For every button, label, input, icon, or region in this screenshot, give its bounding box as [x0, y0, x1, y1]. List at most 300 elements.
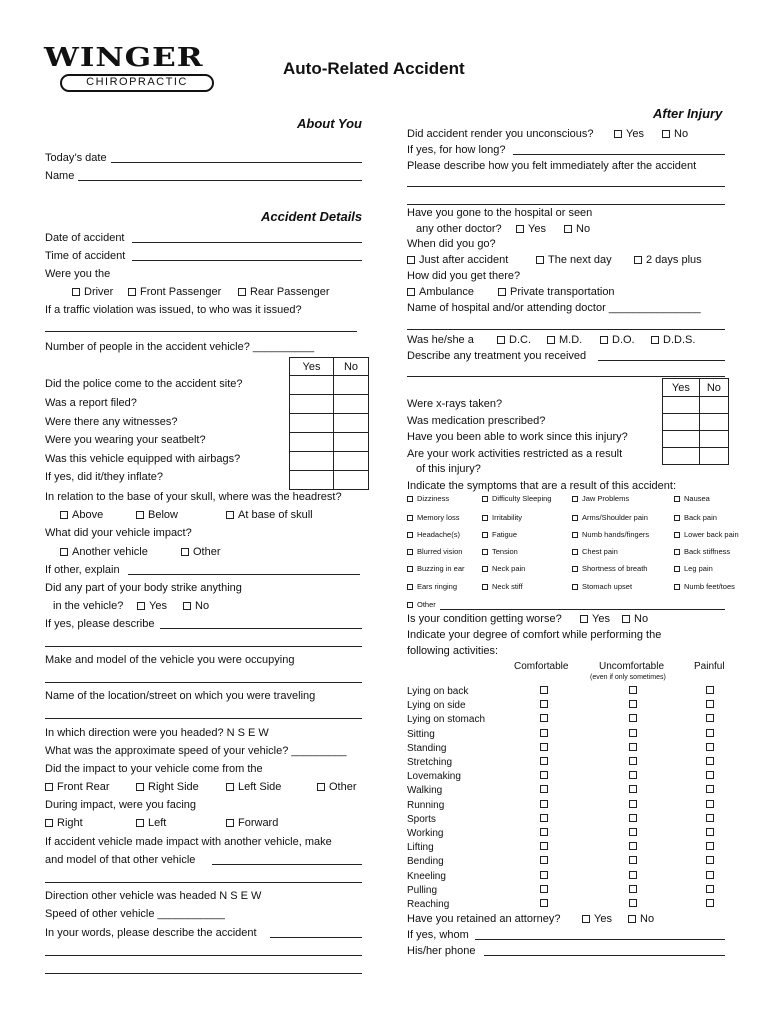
todays-date-field[interactable]	[111, 162, 362, 163]
front-passenger-label: Front Passenger	[140, 286, 222, 298]
dds-checkbox[interactable]	[651, 336, 659, 344]
activity-label: Sitting	[407, 728, 435, 740]
unconscious-no-checkbox[interactable]	[662, 130, 670, 138]
other-side-checkbox[interactable]	[317, 783, 325, 791]
above-checkbox[interactable]	[60, 511, 68, 519]
uncomfortable-checkbox[interactable]	[629, 700, 637, 708]
grid-cell[interactable]	[663, 414, 700, 431]
attorney-no-label: No	[640, 913, 655, 925]
comfortable-checkbox[interactable]	[540, 871, 548, 879]
ambulance-checkbox[interactable]	[407, 288, 415, 296]
symptom-option[interactable]	[674, 513, 717, 523]
driver-label: Driver	[84, 286, 114, 298]
symptom-option[interactable]	[674, 582, 735, 592]
symptom-checkbox[interactable]	[674, 532, 680, 538]
activity-label: Lying on side	[407, 700, 466, 712]
uncomfortable-checkbox[interactable]	[629, 856, 637, 864]
below-checkbox[interactable]	[136, 511, 144, 519]
time-accident-field[interactable]	[132, 260, 362, 261]
how-long-label: If yes, for how long?	[407, 144, 506, 156]
painful-checkbox[interactable]	[706, 771, 714, 779]
uncomfortable-checkbox[interactable]	[629, 885, 637, 893]
symptom-option[interactable]	[407, 564, 465, 574]
painful-checkbox[interactable]	[706, 814, 714, 822]
grid-cell[interactable]	[290, 433, 334, 452]
comfortable-checkbox[interactable]	[540, 885, 548, 893]
traffic-violation-label: If a traffic violation was issued, to who was it issued?	[45, 304, 302, 316]
medication-question: Was medication prescribed?	[407, 415, 546, 427]
right-option[interactable]	[45, 817, 83, 830]
treatment-field-2[interactable]	[407, 376, 725, 377]
uncomfortable-checkbox[interactable]	[629, 757, 637, 765]
symptom-option[interactable]	[482, 564, 525, 574]
what-impact-label: What did your vehicle impact?	[45, 527, 192, 539]
work-question: Have you been able to work since this injury?	[407, 431, 628, 443]
symptom-option[interactable]	[674, 547, 730, 557]
symptom-other-label: Other	[417, 600, 436, 609]
just-after-checkbox[interactable]	[407, 256, 415, 264]
symptom-checkbox[interactable]	[674, 584, 680, 590]
painful-checkbox[interactable]	[706, 828, 714, 836]
private-option[interactable]	[498, 286, 615, 299]
describe-strike-label: If yes, please describe	[45, 618, 155, 630]
symptom-checkbox[interactable]	[407, 515, 413, 521]
symptom-other-field[interactable]	[440, 609, 725, 610]
next-day-label: The next day	[548, 254, 612, 266]
hospital-name-field[interactable]	[407, 329, 725, 330]
left-label: Left	[148, 817, 167, 829]
symptom-label: Fatigue	[492, 530, 518, 539]
strike-yes-label: Yes	[149, 600, 167, 612]
front-passenger-option[interactable]	[128, 286, 221, 299]
whom-label: If yes, whom	[407, 929, 469, 941]
symptom-checkbox[interactable]	[572, 515, 578, 521]
after-yes-no-grid	[662, 378, 729, 465]
symptom-label: Blurred vision	[417, 547, 463, 556]
describe-felt-label: Please describe how you felt immediately after the accident	[407, 160, 697, 172]
grid-cell[interactable]	[699, 431, 728, 448]
symptom-checkbox[interactable]	[674, 549, 680, 555]
dc-option[interactable]	[497, 334, 531, 347]
worse-no-checkbox[interactable]	[622, 615, 630, 623]
comfortable-checkbox[interactable]	[540, 771, 548, 779]
grid-cell[interactable]	[290, 471, 334, 490]
direction-label: In which direction were you headed? N S E W	[45, 727, 269, 739]
two-days-checkbox[interactable]	[634, 256, 642, 264]
another-vehicle-option[interactable]	[60, 546, 148, 559]
grid-cell[interactable]	[334, 452, 369, 471]
date-accident-field[interactable]	[132, 242, 362, 243]
symptom-checkbox[interactable]	[482, 515, 488, 521]
uncomfortable-checkbox[interactable]	[629, 729, 637, 737]
symptom-checkbox[interactable]	[674, 566, 680, 572]
symptom-label: Stomach upset	[582, 582, 633, 591]
at-base-checkbox[interactable]	[226, 511, 234, 519]
symptom-checkbox[interactable]	[482, 566, 488, 572]
forward-option[interactable]	[226, 817, 278, 830]
when-label: When did you go?	[407, 238, 496, 250]
symptom-option[interactable]	[674, 530, 739, 540]
symptom-option[interactable]	[407, 530, 460, 540]
restricted-question: Are your work activities restricted as a result	[407, 448, 623, 460]
symptom-label: Arms/Shoulder pain	[582, 513, 648, 522]
hospital-label-2: any other doctor?	[416, 223, 502, 235]
comfortable-checkbox[interactable]	[540, 842, 548, 850]
comfortable-checkbox[interactable]	[540, 686, 548, 694]
grid-cell[interactable]	[334, 471, 369, 490]
two-days-option[interactable]	[634, 254, 702, 267]
page-title: Auto-Related Accident	[283, 59, 465, 78]
logo-wordmark: WINGER	[44, 42, 204, 73]
symptom-option[interactable]	[407, 547, 462, 557]
painful-checkbox[interactable]	[706, 899, 714, 907]
attorney-yes-option[interactable]	[582, 913, 612, 926]
strike-yes-checkbox[interactable]	[137, 602, 145, 610]
attorney-no-checkbox[interactable]	[628, 915, 636, 923]
painful-checkbox[interactable]	[706, 700, 714, 708]
grid-cell[interactable]	[334, 376, 369, 395]
symptom-checkbox[interactable]	[482, 532, 488, 538]
symptom-label: Difficulty Sleeping	[492, 494, 552, 503]
activity-label: Sports	[407, 813, 436, 825]
grid-cell[interactable]	[663, 397, 700, 414]
name-field[interactable]	[78, 180, 362, 181]
location-label: Name of the location/street on which you were traveling	[45, 690, 316, 702]
symptom-label: Tension	[492, 547, 518, 556]
symptom-checkbox[interactable]	[407, 584, 413, 590]
symptom-checkbox[interactable]	[407, 549, 413, 555]
whom-field[interactable]	[475, 939, 725, 940]
yes-header: Yes	[663, 379, 700, 397]
symptom-checkbox[interactable]	[674, 496, 680, 502]
symptom-checkbox[interactable]	[572, 496, 578, 502]
no-header: No	[699, 379, 728, 397]
symptom-option[interactable]	[482, 547, 518, 557]
front-passenger-checkbox[interactable]	[128, 288, 136, 296]
left-checkbox[interactable]	[136, 819, 144, 827]
do-checkbox[interactable]	[600, 336, 608, 344]
rear-passenger-option[interactable]	[238, 286, 330, 299]
location-field[interactable]	[45, 718, 362, 719]
how-get-label: How did you get there?	[407, 270, 521, 282]
grid-cell[interactable]	[290, 452, 334, 471]
next-day-checkbox[interactable]	[536, 256, 544, 264]
inflate-question: If yes, did it/they inflate?	[45, 471, 164, 483]
below-label: Below	[148, 509, 178, 521]
comfortable-checkbox[interactable]	[540, 714, 548, 722]
other-side-option[interactable]	[317, 781, 357, 794]
painful-checkbox[interactable]	[706, 885, 714, 893]
other-impact-label: Other	[193, 546, 221, 558]
grid-cell[interactable]	[699, 414, 728, 431]
symptom-option[interactable]	[572, 513, 648, 523]
grid-cell[interactable]	[663, 431, 700, 448]
uncomfortable-checkbox[interactable]	[629, 814, 637, 822]
grid-cell[interactable]	[290, 395, 334, 414]
treatment-label: Describe any treatment you received	[407, 350, 587, 362]
after-heading: After Injury	[653, 106, 723, 121]
symptom-checkbox[interactable]	[482, 549, 488, 555]
another-vehicle-checkbox[interactable]	[60, 548, 68, 556]
symptom-option[interactable]	[482, 582, 523, 592]
your-words-field[interactable]	[270, 937, 362, 938]
your-words-field-2[interactable]	[45, 955, 362, 956]
symptom-label: Headache(s)	[417, 530, 460, 539]
describe-strike-field-2[interactable]	[45, 646, 362, 647]
dds-option[interactable]	[651, 334, 695, 347]
at-base-label: At base of skull	[238, 509, 313, 521]
hospital-yes-checkbox[interactable]	[516, 225, 524, 233]
comfortable-checkbox[interactable]	[540, 828, 548, 836]
symptom-checkbox[interactable]	[572, 532, 578, 538]
worse-no-option[interactable]	[622, 613, 648, 626]
uncomfortable-checkbox[interactable]	[629, 771, 637, 779]
dds-label: D.D.S.	[663, 334, 696, 346]
painful-checkbox[interactable]	[706, 714, 714, 722]
grid-cell[interactable]	[290, 376, 334, 395]
symptom-option[interactable]	[572, 582, 632, 592]
just-after-label: Just after accident	[419, 254, 509, 266]
front-rear-checkbox[interactable]	[45, 783, 53, 791]
hospital-no-checkbox[interactable]	[564, 225, 572, 233]
grid-cell[interactable]	[290, 414, 334, 433]
symptom-label: Irritability	[492, 513, 523, 522]
grid-cell[interactable]	[699, 448, 728, 465]
driver-checkbox[interactable]	[72, 288, 80, 296]
symptom-checkbox[interactable]	[482, 496, 488, 502]
right-checkbox[interactable]	[45, 819, 53, 827]
grid-cell[interactable]	[334, 433, 369, 452]
symptom-option[interactable]	[482, 513, 522, 523]
right-side-checkbox[interactable]	[136, 783, 144, 791]
unconscious-yes-label: Yes	[626, 128, 644, 140]
grid-cell[interactable]	[699, 397, 728, 414]
activity-label: Lifting	[407, 842, 434, 854]
forward-checkbox[interactable]	[226, 819, 234, 827]
symptom-other-option[interactable]	[407, 600, 436, 610]
attorney-yes-label: Yes	[594, 913, 612, 925]
symptom-label: Numb feet/toes	[684, 582, 735, 591]
uncomfortable-checkbox[interactable]	[629, 785, 637, 793]
symptom-label: Neck stiff	[492, 582, 523, 591]
other-vehicle-label: If accident vehicle made impact with another vehicle, make	[45, 836, 332, 848]
above-option[interactable]	[60, 509, 103, 522]
activity-label: Bending	[407, 856, 444, 868]
activity-label: Working	[407, 828, 444, 839]
strike-no-label: No	[195, 600, 210, 612]
worse-yes-option[interactable]	[580, 613, 610, 626]
symptom-label: Shortness of breath	[582, 564, 648, 573]
do-option[interactable]	[600, 334, 635, 347]
comfortable-checkbox[interactable]	[540, 757, 548, 765]
describe-felt-field-2[interactable]	[407, 204, 725, 205]
name-label: Name	[45, 170, 75, 182]
activity-label: Reaching	[407, 899, 450, 910]
report-question: Was a report filed?	[45, 397, 137, 409]
comfortable-checkbox[interactable]	[540, 814, 548, 822]
uncomfortable-checkbox[interactable]	[629, 714, 637, 722]
symptom-label: Nausea	[684, 494, 710, 503]
accident-yes-no-grid	[289, 357, 369, 490]
headrest-question: In relation to the base of your skull, where was the headrest?	[45, 491, 342, 503]
private-checkbox[interactable]	[498, 288, 506, 296]
left-option[interactable]	[136, 817, 166, 830]
symptom-checkbox[interactable]	[674, 515, 680, 521]
ambulance-label: Ambulance	[419, 286, 475, 298]
painful-checkbox[interactable]	[706, 800, 714, 808]
unconscious-yes-checkbox[interactable]	[614, 130, 622, 138]
num-people-label: Number of people in the accident vehicle? __________	[45, 341, 315, 353]
just-after-option[interactable]	[407, 254, 508, 267]
even-if-note: (even if only sometimes)	[590, 674, 666, 681]
right-side-option[interactable]	[136, 781, 199, 794]
describe-strike-field[interactable]	[160, 628, 362, 629]
symptom-checkbox[interactable]	[407, 566, 413, 572]
strike-no-option[interactable]	[183, 600, 209, 613]
symptom-label: Ears ringing	[417, 582, 458, 591]
left-side-checkbox[interactable]	[226, 783, 234, 791]
symptom-label: Lower back pain	[684, 530, 739, 539]
symptom-checkbox[interactable]	[572, 584, 578, 590]
painful-checkbox[interactable]	[706, 743, 714, 751]
ambulance-option[interactable]	[407, 286, 474, 299]
phone-field[interactable]	[484, 955, 725, 956]
make-model-field[interactable]	[45, 682, 362, 683]
symptom-option[interactable]	[572, 547, 618, 557]
symptom-option[interactable]	[482, 494, 551, 504]
grid-cell[interactable]	[334, 414, 369, 433]
xrays-question: Were x-rays taken?	[407, 398, 503, 410]
another-vehicle-label: Another vehicle	[72, 546, 148, 558]
uncomfortable-checkbox[interactable]	[629, 899, 637, 907]
rear-passenger-label: Rear Passenger	[250, 286, 330, 298]
activity-label: Lying on stomach	[407, 714, 486, 726]
hospital-label: Have you gone to the hospital or seen	[407, 207, 593, 219]
painful-header: Painful	[694, 661, 725, 672]
right-side-label: Right Side	[148, 781, 199, 793]
about-heading: About You	[297, 116, 362, 131]
symptom-checkbox[interactable]	[407, 496, 413, 502]
hospital-no-option[interactable]	[564, 223, 590, 236]
activity-label: Standing	[407, 742, 447, 754]
other-vehicle-field[interactable]	[212, 864, 362, 865]
uncomfortable-checkbox[interactable]	[629, 800, 637, 808]
rear-passenger-checkbox[interactable]	[238, 288, 246, 296]
airbags-question: Was this vehicle equipped with airbags?	[45, 453, 241, 465]
symptom-option[interactable]	[407, 513, 460, 523]
attorney-yes-checkbox[interactable]	[582, 915, 590, 923]
symptom-option[interactable]	[407, 494, 449, 504]
phone-label: His/her phone	[407, 945, 476, 957]
uncomfortable-checkbox[interactable]	[629, 828, 637, 836]
uncomfortable-checkbox[interactable]	[629, 842, 637, 850]
symptom-label: Memory loss	[417, 513, 460, 522]
comfortable-checkbox[interactable]	[540, 700, 548, 708]
how-long-field[interactable]	[513, 154, 725, 155]
hospital-yes-option[interactable]	[516, 223, 546, 236]
left-side-option[interactable]	[226, 781, 281, 794]
painful-checkbox[interactable]	[706, 785, 714, 793]
other-impact-option[interactable]	[181, 546, 221, 559]
uncomfortable-header: Uncomfortable	[599, 661, 665, 672]
hospital-no-label: No	[576, 223, 591, 235]
do-label: D.O.	[612, 334, 635, 346]
worse-yes-checkbox[interactable]	[580, 615, 588, 623]
other-vehicle-field-2[interactable]	[45, 882, 362, 883]
painful-checkbox[interactable]	[706, 729, 714, 737]
symptom-checkbox[interactable]	[572, 549, 578, 555]
symptom-other-checkbox[interactable]	[407, 602, 413, 608]
painful-checkbox[interactable]	[706, 871, 714, 879]
symptom-label: Back pain	[684, 513, 717, 522]
was-he-label: Was he/she a	[407, 334, 474, 346]
comfortable-checkbox[interactable]	[540, 785, 548, 793]
if-other-field[interactable]	[128, 574, 360, 575]
uncomfortable-checkbox[interactable]	[629, 871, 637, 879]
symptom-option[interactable]	[407, 582, 457, 592]
strike-yes-option[interactable]	[137, 600, 167, 613]
attorney-no-option[interactable]	[628, 913, 654, 926]
md-option[interactable]	[547, 334, 582, 347]
uncomfortable-checkbox[interactable]	[629, 743, 637, 751]
painful-checkbox[interactable]	[706, 842, 714, 850]
comfortable-checkbox[interactable]	[540, 800, 548, 808]
below-option[interactable]	[136, 509, 178, 522]
strike-no-checkbox[interactable]	[183, 602, 191, 610]
painful-checkbox[interactable]	[706, 856, 714, 864]
symptom-option[interactable]	[482, 530, 517, 540]
comfortable-checkbox[interactable]	[540, 729, 548, 737]
symptom-label: Buzzing in ear	[417, 564, 465, 573]
symptom-option[interactable]	[674, 494, 710, 504]
symptom-checkbox[interactable]	[407, 532, 413, 538]
symptom-checkbox[interactable]	[572, 566, 578, 572]
your-words-field-3[interactable]	[45, 973, 362, 974]
other-vehicle-label-2: and model of that other vehicle	[45, 854, 196, 866]
at-base-option[interactable]	[226, 509, 313, 522]
comfortable-checkbox[interactable]	[540, 899, 548, 907]
md-checkbox[interactable]	[547, 336, 555, 344]
symptom-option[interactable]	[572, 564, 647, 574]
painful-checkbox[interactable]	[706, 757, 714, 765]
grid-cell[interactable]	[334, 395, 369, 414]
symptom-option[interactable]	[572, 494, 629, 504]
restricted-question-2: of this injury?	[416, 463, 481, 475]
symptom-checkbox[interactable]	[482, 584, 488, 590]
traffic-violation-field[interactable]	[45, 331, 357, 332]
uncomfortable-checkbox[interactable]	[629, 686, 637, 694]
treatment-field[interactable]	[598, 360, 725, 361]
impact-from-label: Did the impact to your vehicle come from the	[45, 763, 263, 775]
unconscious-yes-option[interactable]	[614, 128, 644, 141]
describe-felt-field[interactable]	[407, 186, 725, 187]
painful-checkbox[interactable]	[706, 686, 714, 694]
front-rear-option[interactable]	[45, 781, 110, 794]
md-label: M.D.	[559, 334, 583, 346]
date-accident-label: Date of accident	[45, 232, 125, 244]
dc-checkbox[interactable]	[497, 336, 505, 344]
comfortable-checkbox[interactable]	[540, 856, 548, 864]
unconscious-no-option[interactable]	[662, 128, 688, 141]
driver-option[interactable]	[72, 286, 113, 299]
comfortable-checkbox[interactable]	[540, 743, 548, 751]
symptom-option[interactable]	[674, 564, 713, 574]
symptom-option[interactable]	[572, 530, 649, 540]
grid-cell[interactable]	[663, 448, 700, 465]
next-day-option[interactable]	[536, 254, 612, 267]
other-impact-checkbox[interactable]	[181, 548, 189, 556]
left-side-label: Left Side	[238, 781, 282, 793]
